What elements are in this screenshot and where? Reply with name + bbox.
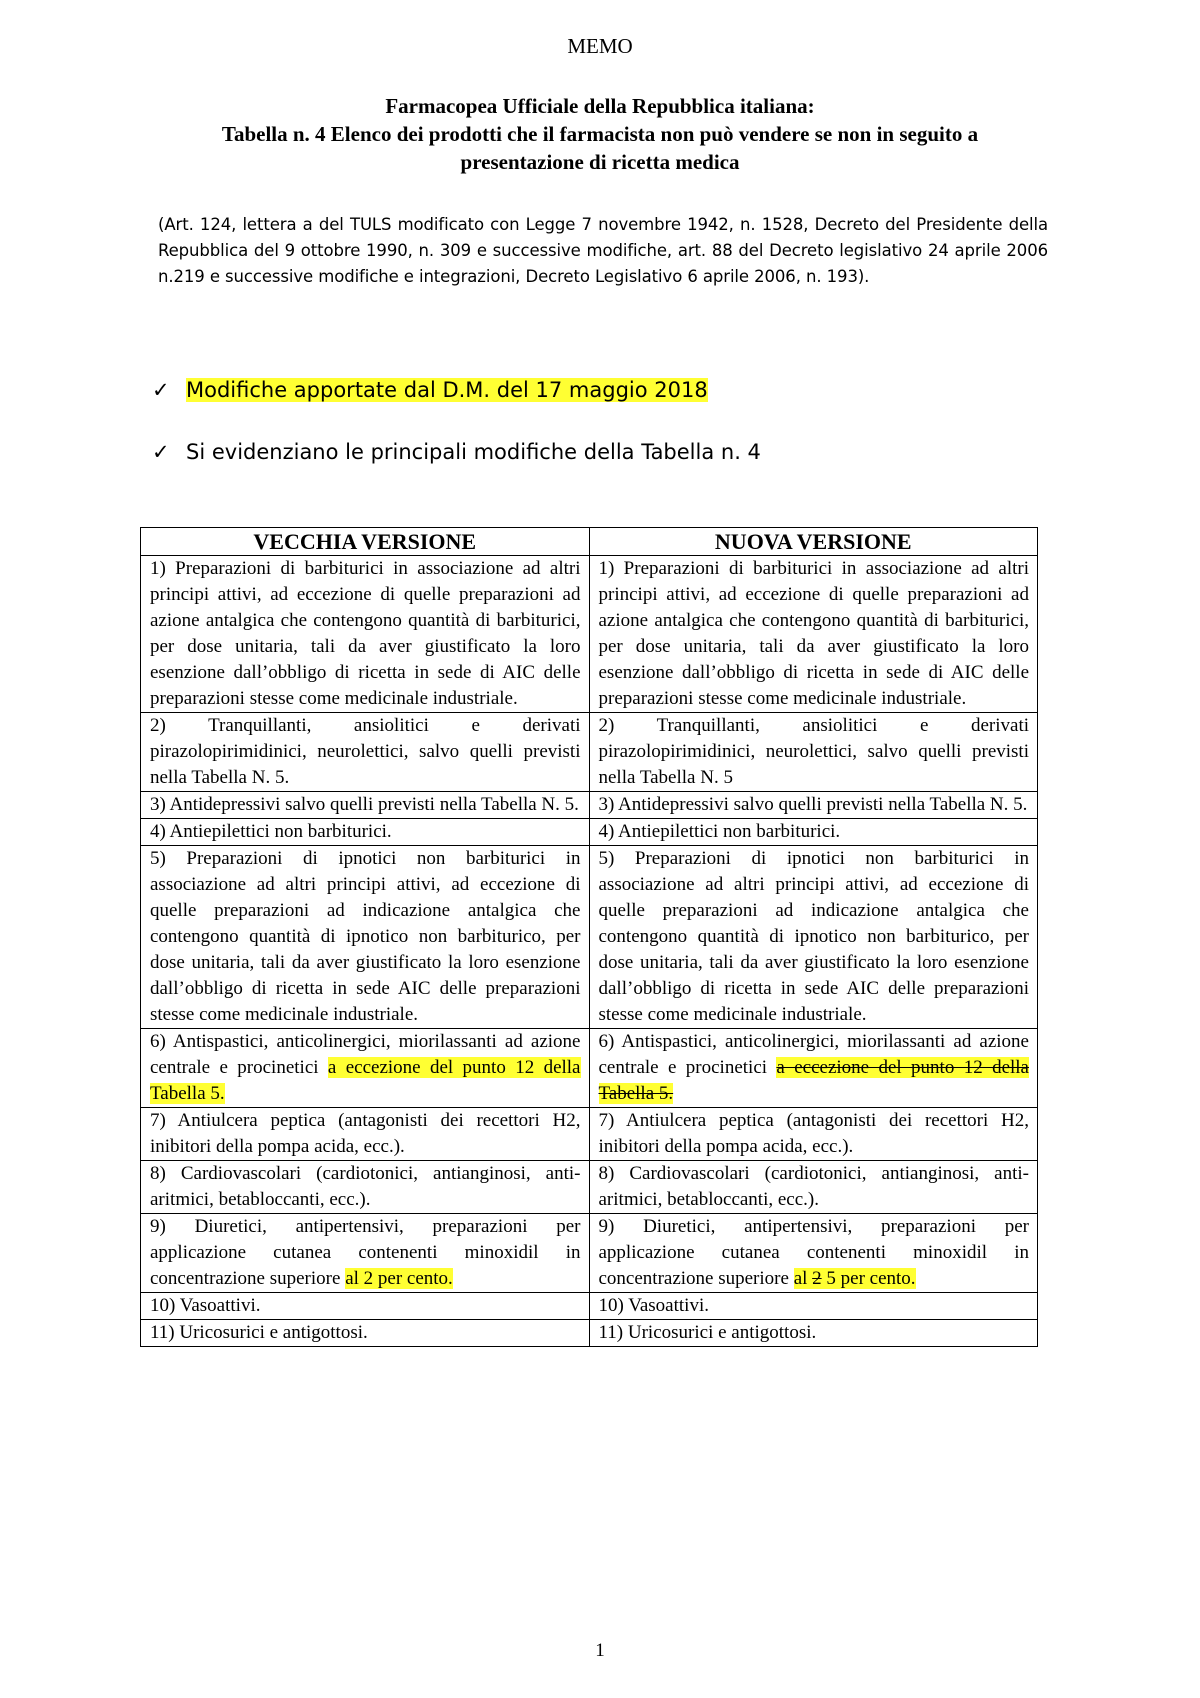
table-row: [141, 1029, 1038, 1108]
cell-old: 8) Cardiovascolari (cardiotonici, antianginosi, anti-aritmici, betabloccanti, ecc.).: [141, 1161, 590, 1214]
cell-new: 7) Antiulcera peptica (antagonisti dei recettori H2, inibitori della pompa acida, ecc.).: [589, 1108, 1038, 1161]
cell-old: 4) Antiepilettici non barbiturici.: [141, 819, 590, 846]
cell-new: [589, 1214, 1038, 1293]
cell-new: 2) Tranquillanti, ansiolitici e derivati pirazolopirimidinici, neurolettici, salvo quelli previsti nella Tabella N. 5: [589, 713, 1038, 792]
bullet-modifiche: [152, 376, 708, 404]
header-new-version: NUOVA VERSIONE: [589, 528, 1038, 556]
table-row: [141, 713, 1038, 792]
bullet-evidenziano: [152, 438, 761, 466]
cell-new: 5) Preparazioni di ipnotici non barbiturici in associazione ad altri principi attivi, ad eccezione di quelle preparazioni ad indicazione antalgica che contengono quantità di ipnotico non barbiturico, per dose unitaria, tali da aver giustificato la loro esenzione dall’obbligo di ricetta in sede AIC delle preparazioni stesse come medicinale industriale.: [589, 846, 1038, 1029]
checkmark-icon: ✓: [152, 440, 170, 464]
cell-text: 6) Antispastici, anticolinergici, miorilassanti ad azione centrale e procinetici: [598, 1031, 1029, 1078]
table-header-row: [141, 528, 1038, 556]
page-number: 1: [595, 1640, 605, 1661]
cell-new: 1) Preparazioni di barbiturici in associazione ad altri principi attivi, ad eccezione di quelle preparazioni ad azione antalgica che contengono quantità di barbiturici, per dose unitaria, tali da aver giustificato la loro esenzione dall’obbligo di ricetta in sede di AIC delle preparazioni stesse come medicinale industriale.: [589, 556, 1038, 713]
cell-old: [141, 1029, 590, 1108]
title-line-3: presentazione di ricetta medica: [460, 150, 740, 174]
cell-text: 6) Antispastici, anticolinergici, miorilassanti ad azione centrale e procinetici: [150, 1031, 581, 1078]
highlighted-text: a eccezione del punto 12 della Tabella 5.: [150, 1057, 581, 1104]
comparison-table: [140, 527, 1038, 1347]
table-row: [141, 819, 1038, 846]
memo-label: MEMO: [567, 34, 633, 58]
cell-text: 9) Diuretici, antipertensivi, preparazioni per applicazione cutanea contenenti minoxidil in concentrazione superiore: [598, 1216, 1029, 1289]
highlighted-text: al 2 per cento.: [345, 1268, 453, 1289]
cell-new: 3) Antidepressivi salvo quelli previsti nella Tabella N. 5.: [589, 792, 1038, 819]
cell-new: 10) Vasoattivi.: [589, 1293, 1038, 1320]
cell-old: 5) Preparazioni di ipnotici non barbiturici in associazione ad altri principi attivi, ad eccezione di quelle preparazioni ad indicazione antalgica che contengono quantità di ipnotico non barbiturico, per dose unitaria, tali da aver giustificato la loro esenzione dall’obbligo di ricetta in sede AIC delle preparazioni stesse come medicinale industriale.: [141, 846, 590, 1029]
cell-old: 3) Antidepressivi salvo quelli previsti nella Tabella N. 5.: [141, 792, 590, 819]
cell-new: [589, 1029, 1038, 1108]
document-title: [110, 92, 1090, 176]
table-row: [141, 792, 1038, 819]
checkmark-icon: ✓: [152, 378, 170, 402]
highlighted-text: 5 per cento.: [821, 1268, 916, 1289]
table-row: [141, 1293, 1038, 1320]
table-row: [141, 846, 1038, 1029]
struck-highlighted-text: a eccezione del punto 12 della Tabella 5.: [598, 1057, 1029, 1104]
cell-text: 9) Diuretici, antipertensivi, preparazioni per applicazione cutanea contenenti minoxidil in concentrazione superiore: [150, 1216, 581, 1289]
cell-old: 7) Antiulcera peptica (antagonisti dei recettori H2, inibitori della pompa acida, ecc.).: [141, 1108, 590, 1161]
cell-new: 4) Antiepilettici non barbiturici.: [589, 819, 1038, 846]
table-row: [141, 1108, 1038, 1161]
title-line-1: Farmacopea Ufficiale della Repubblica italiana:: [385, 94, 815, 118]
cell-old: [141, 1214, 590, 1293]
table-row: [141, 1161, 1038, 1214]
struck-highlighted-text: 2: [812, 1268, 822, 1289]
cell-new: 11) Uricosurici e antigottosi.: [589, 1320, 1038, 1347]
cell-old: 11) Uricosurici e antigottosi.: [141, 1320, 590, 1347]
header-old-version: VECCHIA VERSIONE: [141, 528, 590, 556]
bullet-text: Si evidenziano le principali modifiche della Tabella n. 4: [186, 440, 761, 464]
cell-new: 8) Cardiovascolari (cardiotonici, antianginosi, anti-aritmici, betabloccanti, ecc.).: [589, 1161, 1038, 1214]
cell-old: 1) Preparazioni di barbiturici in associazione ad altri principi attivi, ad eccezione di quelle preparazioni ad azione antalgica che contengono quantità di barbiturici, per dose unitaria, tali da aver giustificato la loro esenzione dall’obbligo di ricetta in sede di AIC delle preparazioni stesse come medicinale industriale.: [141, 556, 590, 713]
table-row: [141, 1214, 1038, 1293]
table-row: [141, 1320, 1038, 1347]
cell-old: 10) Vasoattivi.: [141, 1293, 590, 1320]
cell-old: 2) Tranquillanti, ansiolitici e derivati pirazolopirimidinici, neurolettici, salvo quelli previsti nella Tabella N. 5.: [141, 713, 590, 792]
title-line-2: Tabella n. 4 Elenco dei prodotti che il farmacista non può vendere se non in seguito a: [221, 122, 979, 146]
bullet-text-highlighted: Modifiche apportate dal D.M. del 17 maggio 2018: [186, 378, 708, 402]
table-row: [141, 556, 1038, 713]
legal-reference: (Art. 124, lettera a del TULS modificato con Legge 7 novembre 1942, n. 1528, Decreto del Presidente della Repubblica del 9 ottobre 1990, n. 309 e successive modifiche, art. 88 del Decreto legislativo 24 aprile 2006 n.219 e successive modifiche e integrazioni, Decreto Legislativo 6 aprile 2006, n. 193).: [158, 215, 1048, 286]
highlighted-text: al: [793, 1268, 813, 1289]
